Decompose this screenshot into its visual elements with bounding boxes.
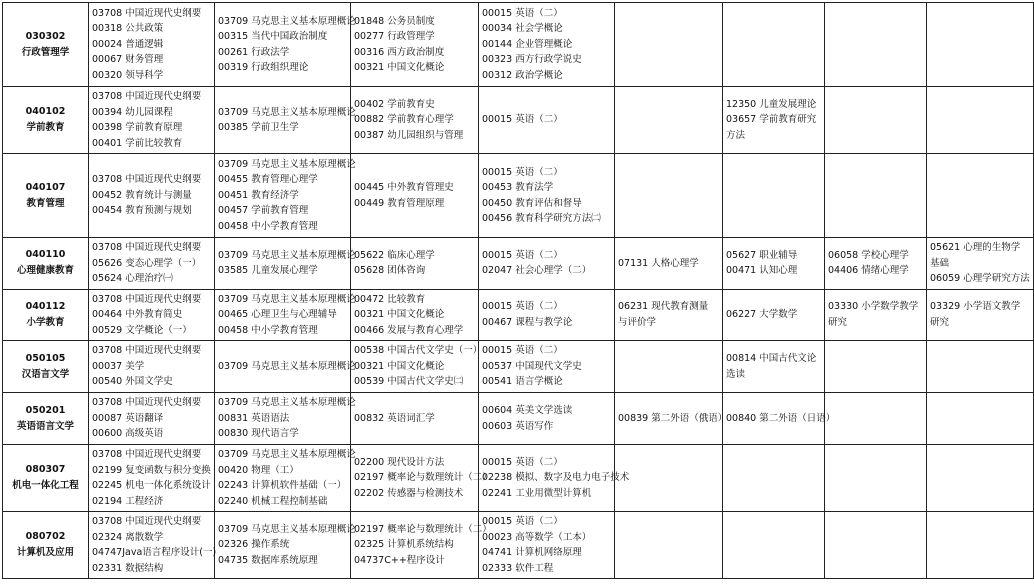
course-entry: 02326 操作系统	[218, 539, 290, 551]
course-entry: 00882 学前教育心理学	[354, 114, 454, 126]
course-entry: 00387 幼儿园组织与管理	[354, 129, 464, 141]
course-cell	[215, 3, 356, 87]
table-row	[3, 289, 1034, 341]
course-cell	[825, 341, 927, 393]
course-entry: 05624 心理治疗㈠	[92, 273, 173, 284]
major-cell	[3, 341, 89, 393]
course-cell	[723, 87, 825, 154]
course-entry: 02324 离散数学	[92, 531, 164, 543]
major-cell	[3, 238, 89, 290]
course-entry: 00458 中小学教育管理	[218, 324, 318, 336]
course-entry: 00037 美学	[92, 360, 145, 372]
course-entry: 02194 工程经济	[92, 495, 164, 507]
table-row	[3, 154, 1034, 238]
course-entry: 00600 高级英语	[92, 428, 164, 440]
course-cell	[351, 445, 492, 512]
major-name: 计算机及应用	[16, 547, 74, 558]
course-cell	[825, 393, 927, 445]
course-entry: 00034 社会学概论	[482, 23, 563, 35]
course-cell	[927, 154, 1034, 238]
course-entry: 00323 西方行政学说史	[482, 54, 582, 66]
course-cell	[723, 512, 825, 579]
course-cell	[927, 445, 1034, 512]
course-entry: 00023 高等数学（工本）	[482, 531, 592, 543]
course-entry: 00467 课程与教学论	[482, 316, 573, 328]
major-cell	[3, 154, 89, 238]
course-cell	[723, 445, 825, 512]
course-entry: 00538 中国古代文学史（一）	[354, 345, 483, 357]
course-cell	[89, 512, 215, 579]
course-entry: 04737C++程序设计	[354, 554, 445, 566]
course-entry: 07131 人格心理学	[618, 257, 699, 269]
course-entry: 04747Java语言程序设计(一)	[92, 547, 217, 558]
course-cell	[215, 445, 356, 512]
course-cell	[215, 87, 356, 154]
course-entry: 02197 概率论与数理统计（二）	[354, 523, 492, 535]
course-cell	[215, 341, 356, 393]
course-cell	[215, 393, 356, 445]
course-cell	[89, 393, 215, 445]
major-name: 汉语言文学	[21, 368, 70, 380]
table-row	[3, 512, 1034, 579]
course-cell	[615, 154, 723, 238]
major-code: 030302	[25, 30, 66, 42]
course-entry: 06231 现代教育测量	[618, 301, 709, 313]
course-cell	[723, 341, 825, 393]
course-entry: 00464 中外教育简史	[92, 309, 183, 320]
course-entry: 00024 普通逻辑	[92, 38, 164, 50]
major-cell	[3, 393, 89, 445]
course-entry: 00316 西方政治制度	[354, 46, 445, 58]
course-cell	[479, 512, 615, 579]
course-entry: 00015 英语（二）	[482, 345, 563, 357]
course-entry: 06227 大学数学	[726, 309, 798, 320]
course-entry: 00541 语言学概论	[482, 376, 563, 388]
course-entry: 02197 概率论与数理统计（二）	[354, 472, 492, 484]
course-cell	[479, 445, 630, 512]
course-entry: 研究	[930, 316, 950, 328]
course-entry: 00261 行政法学	[218, 46, 290, 58]
course-entry: 00452 教育统计与测量	[92, 189, 192, 201]
course-entry: 04741 计算机网络原理	[482, 547, 582, 558]
course-cell	[723, 289, 825, 341]
course-entry: 04735 数据库系统原理	[218, 554, 318, 566]
course-entry: 00529 文学概论（一）	[92, 324, 192, 336]
course-entry: 03330 小学数学教学	[828, 301, 919, 313]
course-entry: 00015 英语（二）	[482, 166, 563, 178]
course-cell	[927, 512, 1034, 579]
course-cell	[89, 289, 215, 341]
major-code: 040107	[25, 181, 66, 193]
table-row	[3, 445, 1034, 512]
course-entry: 00471 认知心理	[726, 265, 798, 277]
course-entry: 02200 现代设计方法	[354, 456, 445, 468]
course-entry: 00321 中国文化概论	[354, 309, 445, 320]
course-entry: 05628 团体咨询	[354, 265, 426, 277]
course-entry: 00453 教育法学	[482, 182, 554, 193]
course-entry: 00604 英美文学选读	[482, 405, 573, 416]
course-cell	[351, 154, 479, 238]
course-cell	[615, 393, 728, 445]
course-entry: 00456 教育科学研究方法㈡	[482, 213, 601, 224]
course-entry: 05626 变态心理学（一）	[92, 257, 202, 269]
course-entry: 00455 教育管理心理学	[218, 174, 318, 186]
course-cell	[351, 3, 479, 87]
course-cell	[825, 238, 927, 290]
course-entry: 05627 职业辅导	[726, 249, 798, 261]
course-cell	[351, 341, 483, 393]
course-entry: 02047 社会心理学（二）	[482, 265, 592, 277]
course-cell	[723, 3, 825, 87]
course-entry: 03708 中国近现代史纲要	[92, 242, 202, 253]
major-code: 050105	[25, 352, 66, 364]
course-entry: 00540 外国文学史	[92, 376, 173, 388]
course-entry: 00832 英语词汇学	[354, 412, 435, 424]
course-entry: 03708 中国近现代史纲要	[92, 7, 202, 19]
major-code: 040112	[25, 300, 66, 312]
major-cell	[3, 445, 89, 512]
course-entry: 03709 马克思主义基本原理概论	[218, 397, 356, 409]
course-entry: 03709 马克思主义基本原理概论	[218, 158, 356, 170]
course-entry: 00830 现代语言学	[218, 428, 299, 440]
course-entry: 00385 学前卫生学	[218, 122, 299, 133]
course-entry: 00277 行政管理学	[354, 31, 435, 42]
course-cell	[479, 87, 615, 154]
course-entry: 03657 学前教育研究	[726, 114, 817, 126]
table-row	[3, 3, 1034, 87]
course-entry: 00144 企业管理概论	[482, 38, 573, 50]
course-cell	[615, 87, 723, 154]
course-cell	[351, 87, 479, 154]
course-entry: 02202 传感器与检测技术	[354, 487, 464, 499]
course-cell	[825, 3, 927, 87]
course-cell	[615, 445, 723, 512]
course-entry: 02238 模拟、数字及电力电子技术	[482, 472, 630, 484]
course-entry: 03708 中国近现代史纲要	[92, 397, 202, 409]
course-cell	[825, 512, 927, 579]
course-entry: 02240 机械工程控制基础	[218, 495, 328, 507]
course-entry: 03708 中国近现代史纲要	[92, 345, 202, 357]
course-entry: 00087 英语翻译	[92, 412, 164, 424]
course-cell	[615, 238, 723, 290]
course-cell	[479, 341, 615, 393]
course-cell	[479, 289, 615, 341]
course-entry: 00321 中国文化概论	[354, 62, 445, 73]
major-code: 040102	[25, 106, 66, 117]
course-cell	[351, 393, 479, 445]
course-cell	[825, 289, 927, 341]
major-code: 050201	[25, 404, 66, 416]
course-cell	[927, 238, 1034, 290]
course-cell	[615, 512, 723, 579]
course-entry: 03709 马克思主义基本原理概论	[218, 293, 356, 305]
course-entry: 00015 英语（二）	[482, 516, 563, 527]
course-entry: 02333 软件工程	[482, 562, 554, 574]
course-cell	[351, 512, 492, 579]
course-cell	[825, 445, 927, 512]
course-cell	[927, 87, 1034, 154]
course-entry: 02243 计算机软件基础（一）	[218, 480, 347, 491]
course-cell	[215, 238, 356, 290]
course-entry: 03709 马克思主义基本原理概论	[218, 523, 356, 535]
course-entry: 00603 英语写作	[482, 420, 554, 432]
course-cell	[89, 87, 215, 154]
course-entry: 06058 学校心理学	[828, 249, 909, 261]
course-entry: 03708 中国近现代史纲要	[92, 449, 202, 460]
course-entry: 00840 第二外语（日语）	[726, 412, 836, 424]
major-code: 080307	[25, 464, 66, 475]
course-entry: 00457 学前教育管理	[218, 205, 309, 217]
course-cell	[479, 154, 615, 238]
course-cell	[927, 3, 1034, 87]
course-entry: 03709 马克思主义基本原理概论	[218, 449, 356, 460]
course-entry: 00401 学前比较教育	[92, 137, 183, 149]
course-entry: 00067 财务管理	[92, 54, 164, 66]
course-cell	[89, 238, 215, 290]
course-entry: 00449 教育管理原理	[354, 197, 445, 209]
exam-schedule-table	[2, 2, 1034, 579]
course-entry: 02199 复变函数与积分变换	[92, 464, 211, 476]
course-cell	[479, 393, 615, 445]
course-cell	[215, 289, 356, 341]
course-entry: 03708 中国近现代史纲要	[92, 91, 202, 102]
major-cell	[3, 87, 89, 154]
course-entry: 00839 第二外语（俄语）	[618, 412, 728, 424]
course-entry: 00321 中国文化概论	[354, 360, 445, 372]
course-entry: 03708 中国近现代史纲要	[92, 516, 202, 527]
course-cell	[825, 87, 927, 154]
table-row	[3, 87, 1034, 154]
course-cell	[89, 341, 215, 393]
course-cell	[351, 238, 479, 290]
table-body	[3, 3, 1034, 579]
major-code: 080702	[25, 531, 66, 542]
course-entry: 00312 政治学概论	[482, 69, 563, 81]
course-entry: 00015 英语（二）	[482, 249, 563, 261]
course-cell	[927, 393, 1034, 445]
course-entry: 基础	[930, 257, 950, 269]
major-code: 040110	[25, 249, 66, 261]
course-entry: 03709 马克思主义基本原理概论	[218, 106, 356, 118]
major-name: 英语语言文学	[16, 420, 74, 432]
course-entry: 00420 物理（工）	[218, 464, 299, 476]
course-entry: 00319 行政组织理论	[218, 62, 309, 73]
course-entry: 00451 教育经济学	[218, 189, 299, 201]
major-name: 行政管理学	[21, 46, 70, 58]
course-entry: 00315 当代中国政治制度	[218, 31, 328, 42]
course-entry: 00318 公共政策	[92, 23, 164, 35]
course-entry: 00402 学前教育史	[354, 98, 435, 110]
course-entry: 00015 英语（二）	[482, 7, 563, 19]
course-entry: 选读	[726, 368, 746, 380]
course-entry: 06059 心理学研究方法	[930, 273, 1030, 284]
course-cell	[479, 238, 615, 290]
table-row	[3, 238, 1034, 290]
course-cell	[351, 289, 479, 341]
course-entry: 02331 数据结构	[92, 562, 164, 574]
course-cell	[927, 289, 1034, 341]
course-cell	[723, 238, 825, 290]
major-cell	[3, 289, 89, 341]
course-cell	[215, 512, 356, 579]
course-entry: 04406 情绪心理学	[828, 265, 909, 277]
course-entry: 00015 英语（二）	[482, 456, 563, 468]
course-cell	[89, 3, 215, 87]
course-entry: 00445 中外教育管理史	[354, 182, 454, 193]
course-cell	[615, 3, 723, 87]
course-cell	[215, 154, 356, 238]
course-entry: 00394 幼儿园课程	[92, 106, 173, 118]
major-name: 学前教育	[26, 122, 65, 133]
course-entry: 03329 小学语文教学	[930, 301, 1021, 313]
course-entry: 00472 比较教育	[354, 293, 426, 305]
course-entry: 03708 中国近现代史纲要	[92, 293, 202, 305]
course-entry: 00454 教育预测与规划	[92, 205, 192, 217]
course-entry: 00466 发展与教育心理学	[354, 324, 464, 336]
course-entry: 00458 中小学教育管理	[218, 220, 318, 232]
major-cell	[3, 3, 89, 87]
course-entry: 00465 心理卫生与心理辅导	[218, 309, 337, 320]
course-cell	[89, 154, 215, 238]
course-cell	[825, 154, 927, 238]
table-row	[3, 341, 1034, 393]
course-cell	[927, 341, 1034, 393]
course-entry: 03709 马克思主义基本原理概论	[218, 15, 356, 27]
course-cell	[89, 445, 215, 512]
course-cell	[479, 3, 615, 87]
course-entry: 00398 学前教育原理	[92, 122, 183, 133]
course-cell	[615, 341, 723, 393]
course-entry: 与评价学	[618, 316, 657, 328]
course-entry: 01848 公务员制度	[354, 15, 435, 27]
course-entry: 02325 计算机系统结构	[354, 539, 454, 551]
course-entry: 03709 马克思主义基本原理概论	[218, 360, 356, 372]
table-row	[3, 393, 1034, 445]
major-name: 小学教育	[26, 316, 65, 328]
course-entry: 00814 中国古代文论	[726, 353, 817, 364]
course-entry: 03708 中国近现代史纲要	[92, 174, 202, 186]
course-entry: 03585 儿童发展心理学	[218, 265, 318, 277]
course-entry: 00450 教育评估和督导	[482, 197, 582, 209]
major-name: 教育管理	[26, 197, 65, 209]
course-entry: 00831 英语语法	[218, 412, 290, 424]
major-name: 心理健康教育	[16, 265, 74, 277]
course-entry: 研究	[828, 316, 848, 328]
course-entry: 00539 中国古代文学史㈡	[354, 376, 464, 388]
course-entry: 05621 心理的生物学	[930, 242, 1021, 253]
course-entry: 05622 临床心理学	[354, 249, 435, 261]
course-entry: 方法	[726, 129, 746, 141]
course-entry: 00015 英语（二）	[482, 114, 563, 126]
course-cell	[615, 289, 723, 341]
course-entry: 00015 英语（二）	[482, 301, 563, 313]
course-entry: 00537 中国现代文学史	[482, 360, 582, 372]
course-entry: 12350 儿童发展理论	[726, 98, 817, 110]
course-entry: 00320 领导科学	[92, 69, 164, 81]
course-entry: 02241 工业用微型计算机	[482, 487, 592, 499]
major-name: 机电一体化工程	[12, 480, 79, 491]
course-entry: 03709 马克思主义基本原理概论	[218, 249, 356, 261]
course-cell	[723, 154, 825, 238]
course-cell	[723, 393, 836, 445]
course-entry: 02245 机电一体化系统设计	[92, 480, 211, 491]
major-cell	[3, 512, 89, 579]
